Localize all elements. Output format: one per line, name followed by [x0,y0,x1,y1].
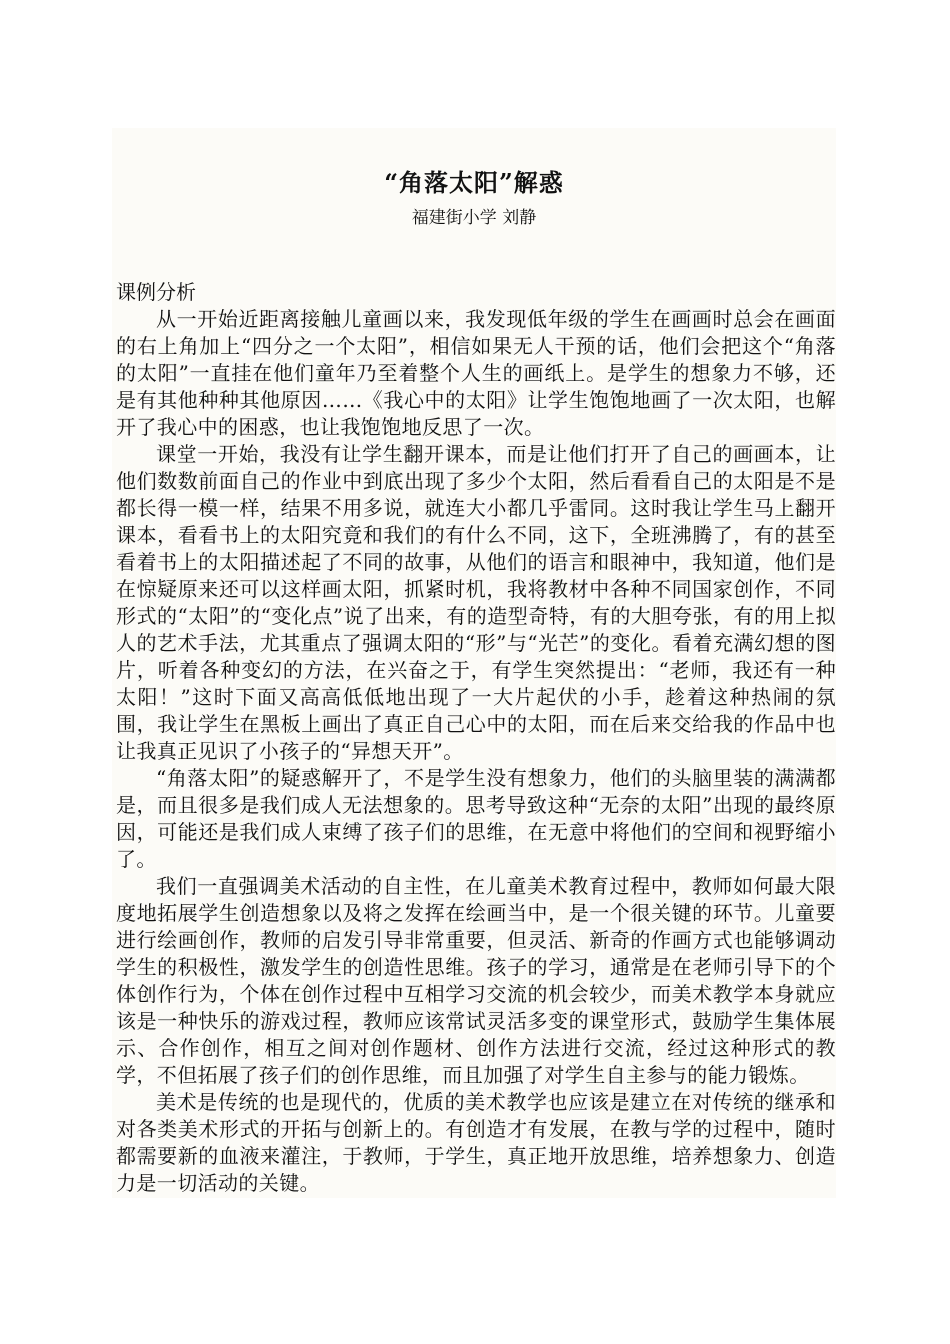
paragraph: 课堂一开始，我没有让学生翻开课本，而是让他们打开了自己的画画本，让他们数数前面自己的作业中到底出现了多少个太阳，然后看看自己的太阳是不是都长得一模一样，结果不用多说，就连大小都几乎雷同。这时我让学生马上翻开课本，看看书上的太阳究竟和我们的有什么不同，这下，全班沸腾了，有的甚至看着书上的太阳描述起了不同的故事，从他们的语言和眼神中，我知道，他们是在惊疑原来还可以这样画太阳，抓紧时机，我将教材中各种不同国家创作，不同形式的“太阳”的“变化点”说了出来，有的造型奇特，有的大胆夸张，有的用上拟人的艺术手法，尤其重点了强调太阳的“形”与“光芒”的变化。看着充满幻想的图片，听着各种变幻的方法，在兴奋之于，有学生突然提出：“老师，我还有一种太阳！”这时下面又高高低低地出现了一大片起伏的小手，趁着这种热闹的氛围，我让学生在黑板上画出了真正自己心中的太阳，而在后来交给我的作品中也让我真正见识了小孩子的“异想天开”。 [116,442,836,763]
paragraph: 我们一直强调美术活动的自主性，在儿童美术教育过程中，教师如何最大限度地拓展学生创造想象以及将之发挥在绘画当中，是一个很关键的环节。儿童要进行绘画创作，教师的启发引导非常重要，但灵活、新奇的作画方式也能够调动学生的积极性，激发学生的创造性思维。孩子的学习，通常是在老师引导下的个体创作行为，个体在创作过程中互相学习交流的机会较少，而美术教学本身就应该是一种快乐的游戏过程，教师应该常试灵活多变的课堂形式，鼓励学生集体展示、合作创作，相互之间对创作题材、创作方法进行交流，经过这种形式的教学，不但拓展了孩子们的创作思维，而且加强了对学生自主参与的能力锻炼。 [116,874,836,1087]
paragraph: 从一开始近距离接触儿童画以来，我发现低年级的学生在画画时总会在画面的右上角加上“四分之一个太阳”，相信如果无人干预的话，他们会把这个“角落的太阳”一直挂在他们童年乃至着整个人生的画纸上。是学生的想象力不够，还是有其他种种其他原因……《我心中的太阳》让学生饱饱地画了一次太阳，也解开了我心中的困惑，也让我饱饱地反思了一次。 [116,307,836,439]
section-label: 课例分析 [116,280,196,304]
paragraph: “角落太阳”的疑惑解开了，不是学生没有想象力，他们的头脑里装的满满都是，而且很多是我们成人无法想象的。思考导致这种“无奈的太阳”出现的最终原因，可能还是我们成人束缚了孩子们的思维，在无意中将他们的空间和视野缩小了。 [116,766,836,871]
document-title: “角落太阳”解惑 [384,168,564,197]
document-author: 福建街小学 刘静 [411,208,537,228]
paragraph: 美术是传统的也是现代的，优质的美术教学也应该是建立在对传统的继承和对各类美术形式的开拓与创新上的。有创造才有发展，在教与学的过程中，随时都需要新的血液来灌注，于教师，于学生，真正地开放思维，培养想象力、创造力是一切活动的关键。 [116,1090,836,1195]
document-body [116,279,836,1197]
